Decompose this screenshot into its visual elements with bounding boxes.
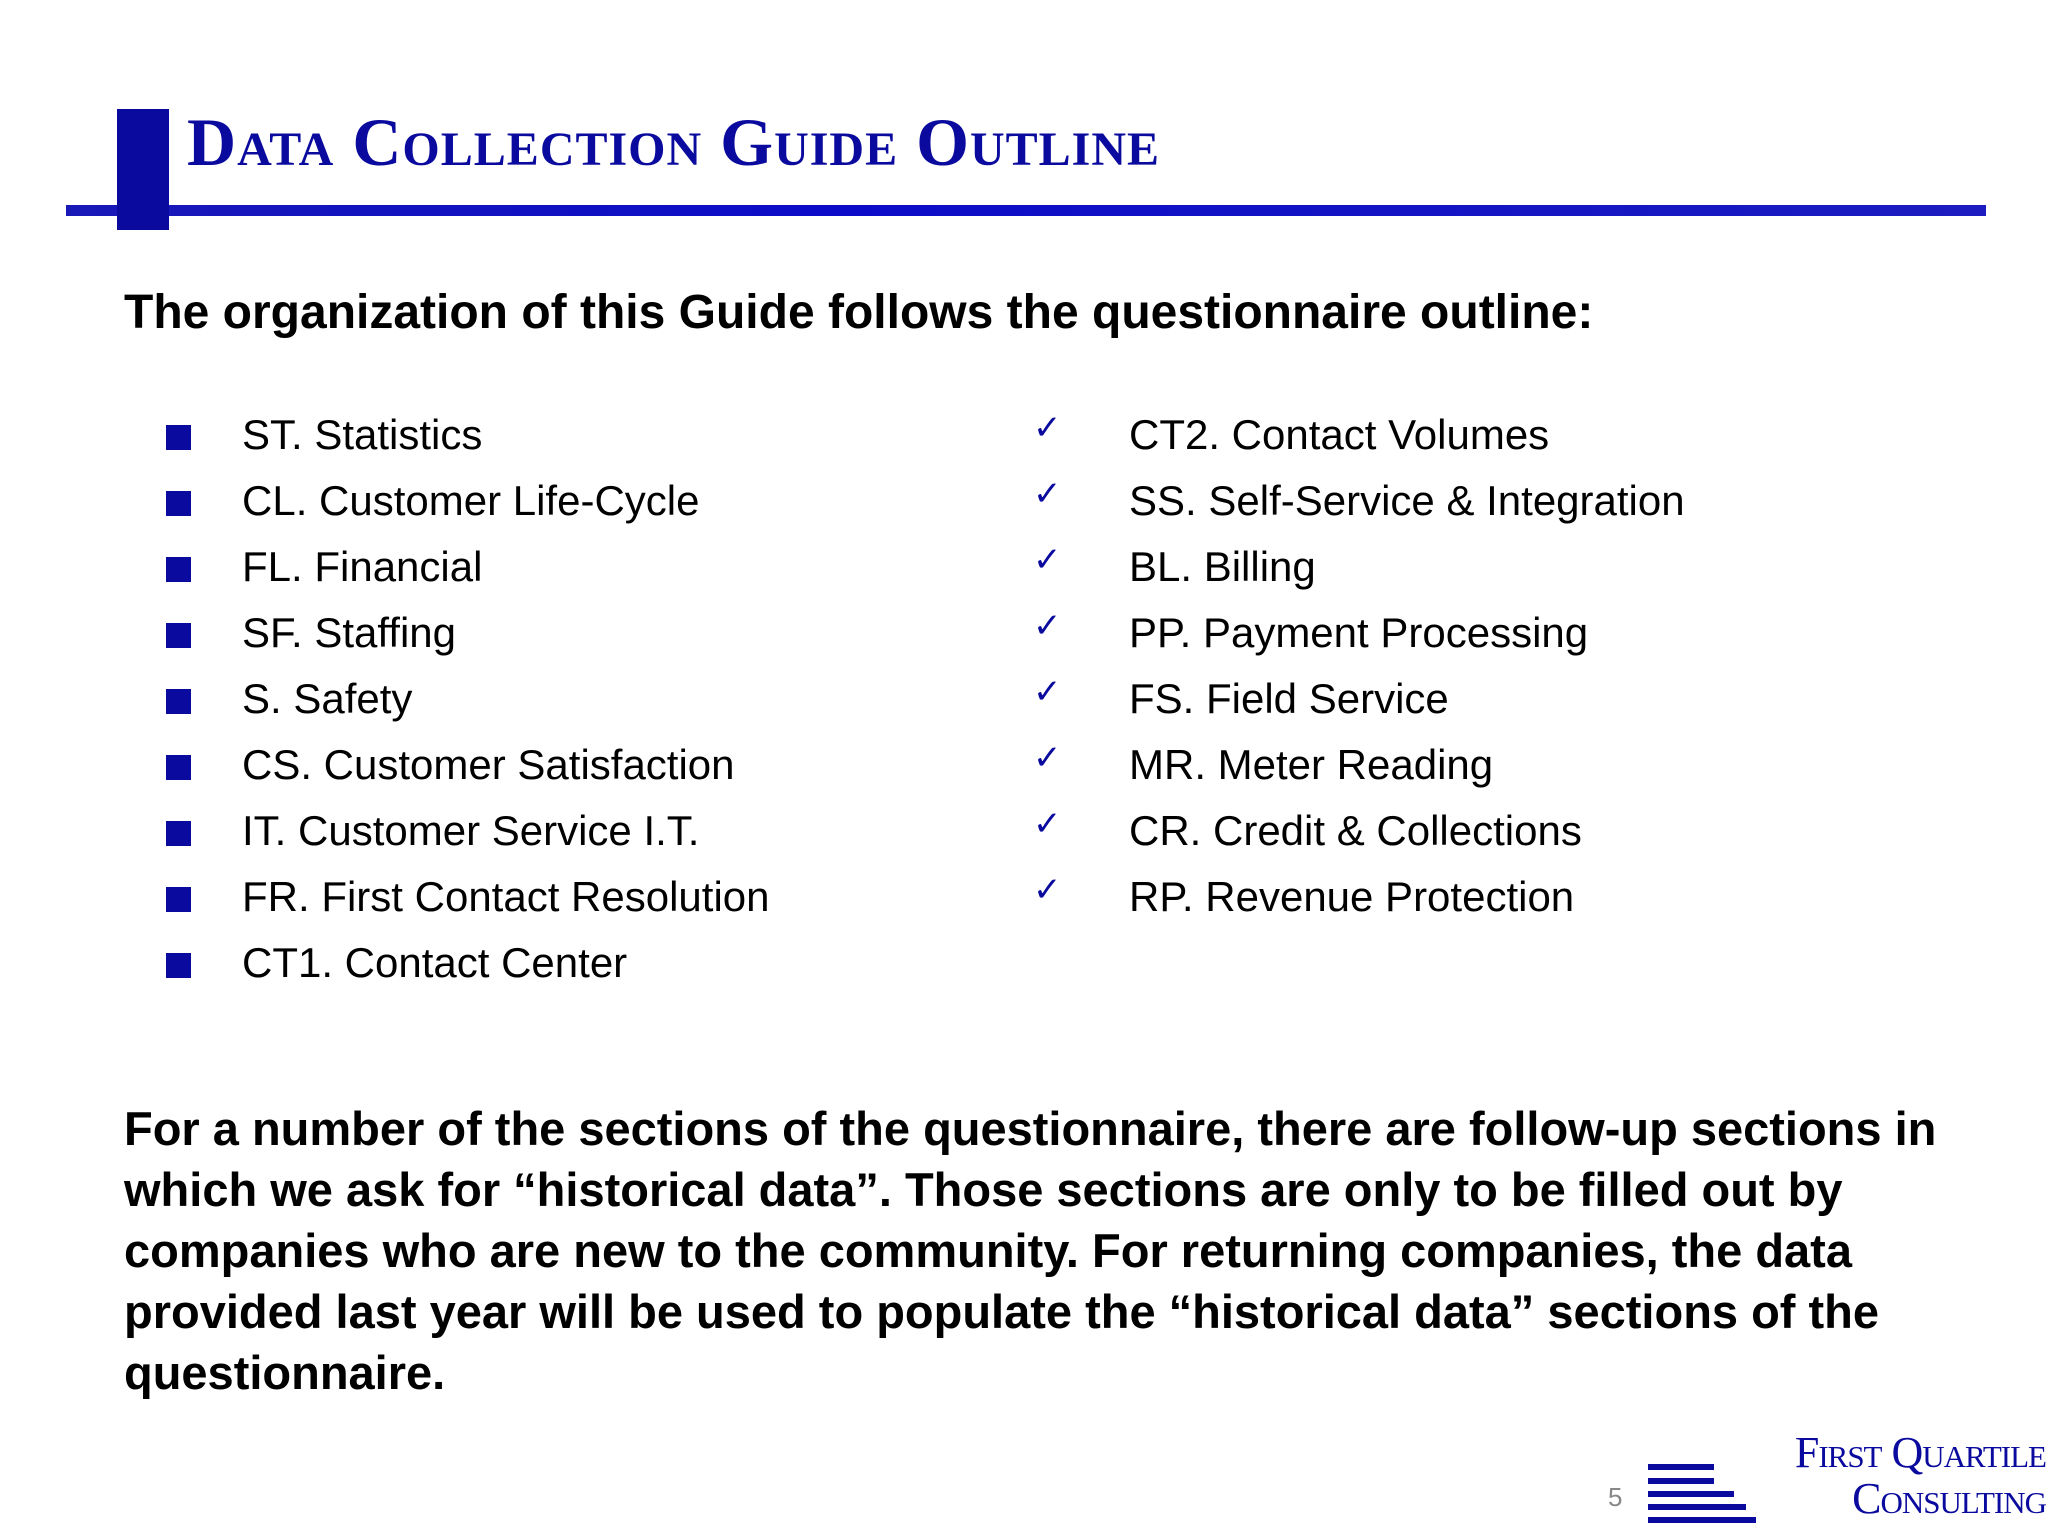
- square-bullet-icon: [166, 623, 191, 648]
- list-item-label: CL. Customer Life-Cycle: [242, 477, 700, 524]
- historical-data-note: For a number of the sections of the questionnaire, there are follow-up sections in which we ask for “historical data”. Those sections are only to be filled out by companies who are new to the community. For returning companies, the data provided last year will be used to populate the “historical data” sections of the questionnaire.: [124, 1102, 1937, 1399]
- square-bullet-icon: [166, 887, 191, 912]
- list-item-label: CT2. Contact Volumes: [1129, 411, 1550, 458]
- list-item: [1033, 666, 1685, 732]
- checkmark-icon: ✓: [1033, 408, 1062, 448]
- list-item: [1033, 468, 1685, 534]
- checkmark-icon: ✓: [1033, 672, 1062, 712]
- list-item: [1033, 732, 1685, 798]
- checkmark-icon: ✓: [1033, 804, 1062, 844]
- list-item: [1033, 534, 1685, 600]
- square-bullet-icon: [166, 425, 191, 450]
- list-item-label: PP. Payment Processing: [1129, 609, 1589, 656]
- list-item-label: CT1. Contact Center: [242, 939, 628, 986]
- list-item-label: FR. First Contact Resolution: [242, 873, 770, 920]
- list-item: [166, 600, 770, 666]
- list-item: [166, 402, 770, 468]
- square-bullet-icon: [166, 557, 191, 582]
- checkmark-icon: ✓: [1033, 738, 1062, 778]
- title-underline: [66, 205, 1986, 216]
- square-bullet-icon: [166, 953, 191, 978]
- list-item: [166, 666, 770, 732]
- checkmark-icon: ✓: [1033, 474, 1062, 514]
- page-number: 5: [1608, 1482, 1623, 1512]
- logo-line-1: First Quartile: [1794, 1428, 2046, 1477]
- list-item-label: MR. Meter Reading: [1129, 741, 1494, 788]
- checkmark-icon: ✓: [1033, 870, 1062, 910]
- list-item: [166, 534, 770, 600]
- list-item: [166, 732, 770, 798]
- square-bullet-icon: [166, 755, 191, 780]
- list-item: [166, 798, 770, 864]
- logo-line-2: Consulting: [1852, 1474, 2046, 1523]
- title-accent-bar: [117, 109, 169, 230]
- list-item-label: SS. Self-Service & Integration: [1129, 477, 1685, 524]
- list-item: [1033, 402, 1685, 468]
- list-item: [166, 864, 770, 930]
- slide-title: Data Collection Guide Outline: [187, 104, 1161, 180]
- company-logo: [1646, 1428, 2046, 1524]
- list-item-label: CR. Credit & Collections: [1129, 807, 1582, 854]
- checkmark-icon: ✓: [1033, 540, 1062, 580]
- list-item-label: ST. Statistics: [242, 411, 483, 458]
- square-bullet-icon: [166, 491, 191, 516]
- list-item-label: RP. Revenue Protection: [1129, 873, 1575, 920]
- list-item-label: IT. Customer Service I.T.: [242, 807, 700, 854]
- square-bullet-icon: [166, 689, 191, 714]
- square-bullet-icon: [166, 821, 191, 846]
- list-item-label: SF. Staffing: [242, 609, 457, 656]
- section-list-right: [1033, 402, 1685, 930]
- list-item: [166, 468, 770, 534]
- list-item: [1033, 798, 1685, 864]
- logo-text: [1716, 1430, 2046, 1522]
- list-item-label: FL. Financial: [242, 543, 483, 590]
- list-item-label: S. Safety: [242, 675, 413, 722]
- intro-text: The organization of this Guide follows the questionnaire outline:: [124, 286, 1594, 339]
- checkmark-icon: ✓: [1033, 606, 1062, 646]
- list-item: [1033, 864, 1685, 930]
- list-item: [1033, 600, 1685, 666]
- section-list-left: [166, 402, 770, 996]
- list-item-label: CS. Customer Satisfaction: [242, 741, 735, 788]
- list-item-label: FS. Field Service: [1129, 675, 1449, 722]
- list-item-label: BL. Billing: [1129, 543, 1316, 590]
- list-item: [166, 930, 770, 996]
